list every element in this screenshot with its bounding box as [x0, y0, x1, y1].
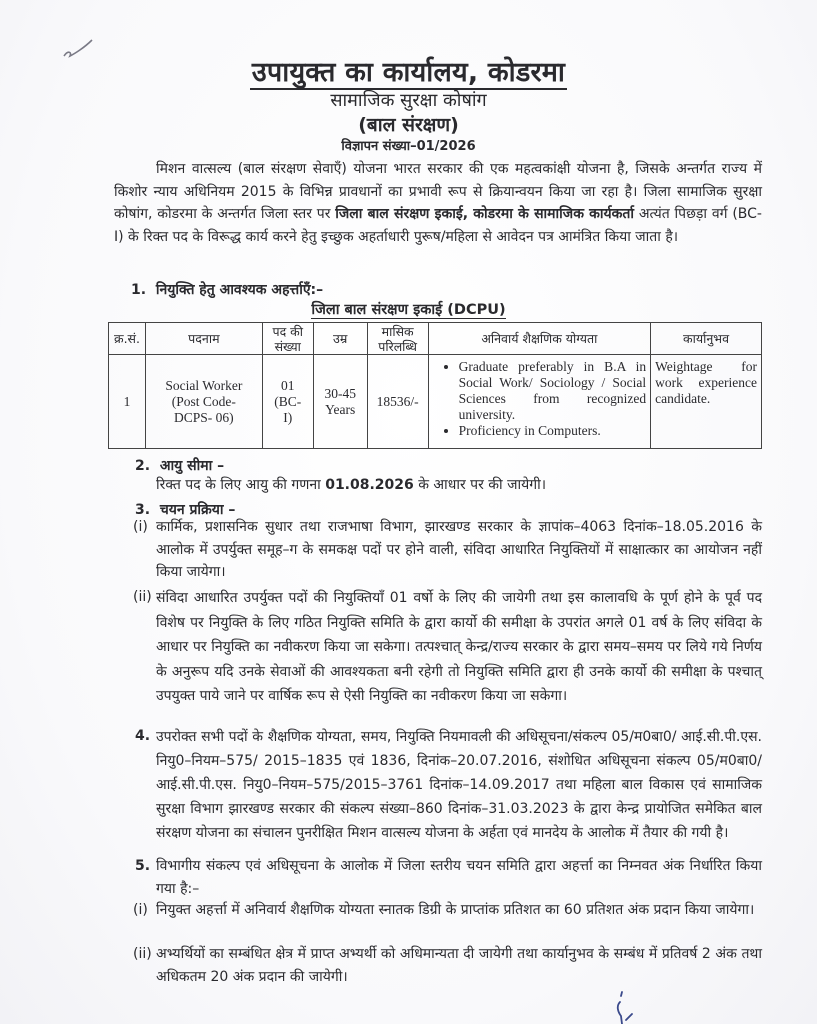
selection-item-1: [133, 516, 762, 584]
table-header-row: [109, 323, 762, 355]
item-label: (i): [133, 519, 148, 535]
age-text-2: के आधार पर की जायेगी।: [413, 477, 547, 493]
section-title: चयन प्रक्रिया –: [159, 502, 236, 518]
cell-count: 01 (BC-I): [262, 355, 313, 449]
intro-text-2: अत्यंत पिछड़ा वर्ग (BC-I) के रिक्त पद के विरूद्ध कार्य करने हेतु इच्छुक अहर्ताधारी पुरूष/महिला से आवेदन पत्र आमंत्रित किया जाता है।: [114, 206, 762, 245]
cell-age: 30-45 Years: [313, 355, 367, 449]
qualification-list: [433, 359, 647, 439]
section-4-text: उपरोक्त सभी पदों के शैक्षणिक योग्यता, समय, नियुक्ति नियमावली की अधिसूचना/संकल्प 05/म0बा0/ आई.सी.पी.एस. नियु0–नियम–575/ 2015–1835 एवं 1836, दिनांक–20.07.2016, संशोधित अधिसूचना संकल्प 05/म0बा0/ आई.सी.पी.एस. नियु0–नियम–575/2015–3761 दिनांक–14.09.2017 तथा महिला बाल विकास एवं सामाजिक सुरक्षा विभाग झारखण्ड सरकार की संकल्प संख्या–860 दिनांक–31.03.2023 के द्वारा केन्द्र प्रायोजित समेकित बाल संरक्षण योजना का संचालन पुनरीक्षित मिशन वात्सल्य योजना के अर्हता एवं मानदेय के आलोक में तैयार की गयी है।: [156, 729, 762, 841]
header-count: पद की संख्या: [262, 323, 313, 355]
intro-paragraph: [114, 158, 762, 248]
header-experience: कार्यानुभव: [651, 323, 762, 355]
header-salary: मासिक परिलब्धि: [367, 323, 428, 355]
marks-item-2: [133, 943, 762, 988]
cell-sno: 1: [109, 355, 146, 449]
item-text: संविदा आधारित उपर्युक्त पदों की नियुक्तियाँ 01 वर्षो के लिए की जायेगी तथा इस कालावधि के पूर्ण होने के पूर्व पद विशेष पर नियुक्ति के लिए गठित नियुक्ति समिति के द्वारा कार्यो की समीक्षा के उपरांत अगले 01 वर्ष के लिए संविदा के आधार पर नियुक्ति का नवीकरण किया जा सकेगा। तत्पश्चात् केन्द्र/राज्य सरकार के द्वारा समय–समय पर लिये गये निर्णय के अनुरूप यदि उनके सेवाओं की आवश्यकता बनी रहेगी तो नियुक्ति समिति द्वारा ही उनके कार्यो की समीक्षा के पश्चात् उपयुक्त पाये जाने पर वार्षिक रूप से ऐसी नियुक्ति का नवीकरण किया जा सकेगा।: [156, 590, 762, 704]
item-label: (ii): [133, 589, 152, 605]
section-2-heading: [135, 456, 224, 475]
unit-name: (बाल संरक्षण): [358, 114, 459, 136]
advertisement-number: विज्ञापन संख्या–01/2026: [341, 139, 476, 154]
section-5-text: विभागीय संकल्प एवं अधिसूचना के आलोक में जिला स्तरीय चयन समिति द्वारा अहर्त्ता का निम्नवत अंक निर्धारित किया गया है:–: [156, 858, 762, 897]
section-5: [135, 855, 762, 900]
item-text: अभ्यर्थियों का सम्बंधित क्षेत्र में प्राप्त अभ्यर्थी को अधिमान्यता दी जायेगी तथा कार्यानुभव के सम्बंध में प्रतिवर्ष 2 अंक तथा अधिकतम 20 अंक प्रदान की जायेगी।: [156, 946, 762, 985]
signature-mark-icon: [612, 990, 642, 1024]
qualification-item: • Proficiency in Computers.: [459, 423, 647, 439]
section-number: 5.: [135, 858, 151, 874]
item-text: नियुक्त अहर्त्ता में अनिवार्य शैक्षणिक योग्यता स्नातक डिग्री के प्राप्तांक प्रतिशत का 60 प्रतिशत अंक प्रदान किया जायेगा।: [156, 902, 755, 918]
cell-salary: 18536/-: [367, 355, 428, 449]
cell-post: Social Worker (Post Code-DCPS- 06): [145, 355, 262, 449]
item-label: (ii): [133, 946, 152, 962]
section-title: नियुक्ति हेतु आवश्यक अहर्त्ताएँ:–: [155, 282, 324, 298]
header-post: पदनाम: [145, 323, 262, 355]
section-title: आयु सीमा –: [159, 458, 225, 474]
section-number: 3.: [135, 502, 151, 518]
section-2-text: [156, 474, 762, 497]
section-1-heading: [131, 280, 323, 299]
header-age: उम्र: [313, 323, 367, 355]
section-number: 4.: [135, 728, 151, 744]
age-date: 01.08.2026: [325, 477, 414, 493]
department-name: सामाजिक सुरक्षा कोषांग: [330, 90, 487, 111]
section-number: 2.: [135, 458, 151, 474]
cell-experience: Weightage for work experience candidate.: [651, 355, 762, 449]
cell-qualification: [428, 355, 651, 449]
selection-item-2: [133, 586, 762, 709]
item-text: कार्मिक, प्रशासनिक सुधार तथा राजभाषा विभाग, झारखण्ड सरकार के ज्ञापांक–4063 दिनांक–18.05.2016 के आलोक में उपर्युक्त समूह–ग के समकक्ष पदों पर होने वाली, संविदा आधारित नियुक्तियों में साक्षात्कार का आयोजन नहीं किया जायेगा।: [156, 519, 762, 580]
item-label: (i): [133, 902, 148, 918]
marks-item-1: [133, 899, 762, 922]
table-row: [109, 355, 762, 449]
section-number: 1.: [131, 282, 147, 298]
section-4: [135, 725, 762, 845]
table-title-text: जिला बाल संरक्षण इकाई (DCPU): [311, 302, 506, 318]
header-qualification: अनिवार्य शैक्षणिक योग्यता: [428, 323, 651, 355]
office-title-text: उपायुक्त का कार्यालय, कोडरमा: [251, 57, 566, 88]
intro-text-bold: जिला बाल संरक्षण इकाई, कोडरमा के सामाजिक कार्यकर्ता: [335, 206, 635, 222]
age-text-1: रिक्त पद के लिए आयु की गणना: [156, 477, 326, 493]
table-title: [0, 299, 817, 319]
intro-text-1: मिशन वात्सल्य (बाल संरक्षण सेवाएँ) योजना भारत सरकार की एक महत्वकांक्षी योजना है, जिसके अन्तर्गत राज्य में किशोर न्याय अधिनियम 2015 के विभिन्न प्रावधानों का प्रभावी रूप से क्रियान्वयन किया जा रहा है। जिला सामाजिक सुरक्षा कोषांग, कोडरमा के अन्तर्गत जिला स्तर पर: [114, 161, 762, 222]
header-sno: क्र.सं.: [109, 323, 146, 355]
qualification-item: • Graduate preferably in B.A in Social Work/ Sociology / Social Sciences from recognized university.: [459, 359, 647, 423]
qualification-table: [108, 322, 762, 449]
office-title: [0, 52, 817, 89]
